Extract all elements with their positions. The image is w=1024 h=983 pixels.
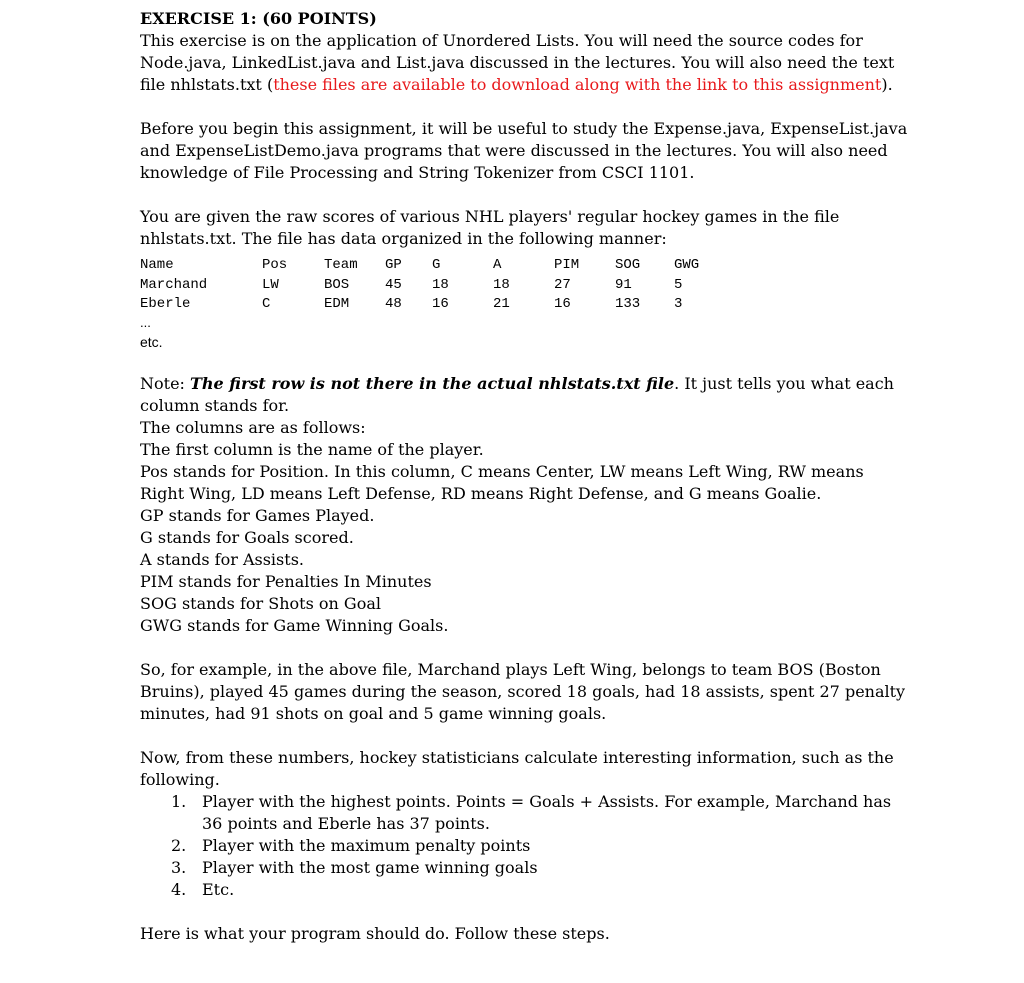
table-cell: C [262,296,271,312]
table-cell: 91 [615,276,632,293]
intro-tail: ). [881,75,893,94]
table-cell: 133 [615,296,641,312]
list-item [140,835,910,857]
column-description: GP stands for Games Played. [140,505,375,525]
etc-label: etc. [140,333,163,350]
table-cell: Eberle [140,296,191,312]
table-cell: 5 [674,276,683,293]
table-header-cell: A [493,257,502,273]
list-number: 1. [171,791,187,811]
list-number: 2. [171,835,187,855]
closing-paragraph: Here is what your program should do. Follow these steps. [140,923,610,943]
table-cell: Marchand [140,276,208,293]
table-cell: 21 [493,296,510,312]
list-number: 4. [171,879,187,899]
ellipsis-marker: ... [140,314,151,330]
column-description: PIM stands for Penalties In Minutes [140,571,432,591]
note-paragraph [140,373,910,417]
table-row [140,295,714,315]
column-description: SOG stands for Shots on Goal [140,593,381,613]
document-page [140,8,910,945]
column-description: GWG stands for Game Winning Goals. [140,615,449,635]
column-description: Pos stands for Position. In this column, C means Center, LW means Left Wing, RW means Right Wing, LD means Left Defense, RD means Right Defense, and G means Goalie. [140,461,864,503]
table-cell: BOS [324,276,350,293]
note-label: Note: [140,373,191,393]
table-cell: 18 [493,276,510,293]
table-cell: 27 [554,276,571,293]
stats-intro: Now, from these numbers, hockey statisticians calculate interesting information, such as the following. [140,747,894,789]
example-paragraph: So, for example, in the above file, Marchand plays Left Wing, belongs to team BOS (Boston Bruins), played 45 games during the season, scored 18 goals, had 18 assists, spent 27 penalty minutes, had 91 shots on goal and 5 game winning goals. [140,659,906,723]
given-paragraph: You are given the raw scores of various NHL players' regular hockey games in the file nhlstats.txt. The file has data organized in the following manner: [140,207,840,248]
list-number: 3. [171,857,187,877]
table-cell: 16 [554,296,571,312]
list-text: Player with the maximum penalty points [202,835,531,855]
before-paragraph: Before you begin this assignment, it will be useful to study the Expense.java, ExpenseList.java and ExpenseListDemo.java programs that were discussed in the lectures. You will also need knowledge of File Processing and String Tokenizer from CSCI 1101. [140,119,908,182]
table-cell: 3 [674,296,683,312]
table-header-cell: Pos [262,257,288,273]
note-emphasis: The first row is not there in the actual nhlstats.txt file [190,373,675,393]
column-description: G stands for Goals scored. [140,527,354,547]
table-row [140,276,714,296]
exercise-title: EXERCISE 1: (60 POINTS) [140,9,377,28]
columns-intro: The columns are as follows: [140,417,366,437]
intro-paragraph [140,30,910,96]
list-item [140,791,910,835]
note-rest: . It just tells you what each column stands for. [140,373,894,415]
table-header-cell: Team [324,257,358,273]
list-text: Player with the most game winning goals [202,857,538,877]
list-item [140,857,910,879]
table-cell: 18 [432,276,449,293]
download-note: these files are available to download along with the link to this assignment [273,75,882,94]
list-text: Player with the highest points. Points = Goals + Assists. For example, Marchand has 36 points and Eberle has 37 points. [202,791,892,833]
table-cell: LW [262,276,279,293]
table-cell: 45 [385,276,402,293]
column-description: The first column is the name of the player. [140,439,484,459]
list-item [140,879,910,901]
stats-table [140,256,714,315]
stats-list [140,791,910,901]
table-header-cell: Name [140,257,174,273]
table-header-row [140,256,714,276]
table-header-cell: GP [385,257,402,273]
table-header-cell: G [432,257,441,273]
table-cell: 16 [432,296,449,312]
table-cell: 48 [385,296,402,312]
table-header-cell: GWG [674,257,700,273]
table-header-cell: SOG [615,257,641,273]
list-text: Etc. [202,879,235,899]
table-cell: EDM [324,296,350,312]
column-description: A stands for Assists. [140,549,304,569]
table-header-cell: PIM [554,257,580,273]
intro-text: This exercise is on the application of Unordered Lists. You will need the source codes for Node.java, LinkedList.java and List.java discussed in the lectures. You will also need the text file nhlstats.txt ( [140,31,895,94]
